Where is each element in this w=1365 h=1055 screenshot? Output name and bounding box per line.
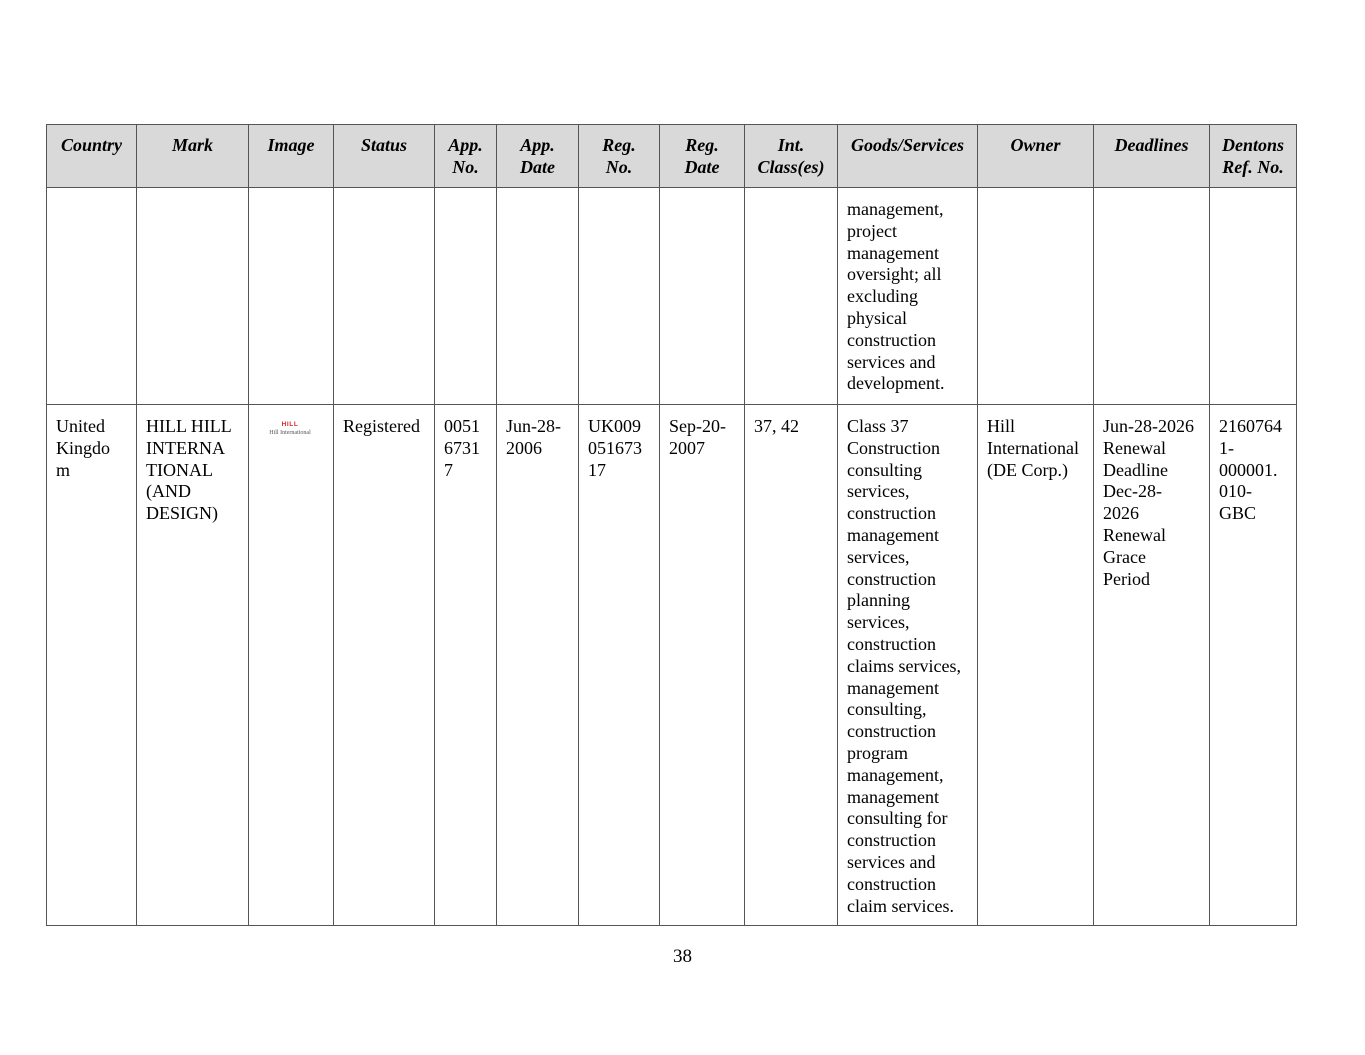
cell-empty — [137, 188, 249, 405]
table-header-row — [47, 125, 1297, 188]
cell-empty — [47, 188, 137, 405]
cell-empty — [579, 188, 660, 405]
cell-empty — [435, 188, 497, 405]
cell-app-date: Jun-28- 2006 — [497, 405, 579, 926]
header-dentons-ref-no: Dentons Ref. No. — [1210, 125, 1297, 188]
cell-empty — [978, 188, 1094, 405]
hill-international-logo — [259, 419, 321, 439]
cell-empty — [660, 188, 745, 405]
header-mark: Mark — [137, 125, 249, 188]
cell-status: Registered — [334, 405, 435, 926]
cell-empty — [1210, 188, 1297, 405]
cell-empty — [497, 188, 579, 405]
header-reg-date: Reg. Date — [660, 125, 745, 188]
cell-empty — [334, 188, 435, 405]
header-status: Status — [334, 125, 435, 188]
header-image: Image — [249, 125, 334, 188]
header-app-no: App. No. — [435, 125, 497, 188]
header-int-classes: Int. Class(es) — [745, 125, 838, 188]
table-row — [47, 405, 1297, 926]
cell-goods-services-continued: management, project management oversight; all excluding physical construction services and development. — [838, 188, 978, 405]
trademark-table — [46, 124, 1297, 926]
cell-goods-services: Class 37 Construction consulting services, construction management services, construction planning services, construction claims services, management consulting, construction program management, management consulting for construction services and construction claim services. — [838, 405, 978, 926]
cell-empty — [745, 188, 838, 405]
logo-text-bottom: Hill International — [269, 430, 311, 436]
header-owner: Owner — [978, 125, 1094, 188]
cell-country: United Kingdo m — [47, 405, 137, 926]
header-reg-no: Reg. No. — [579, 125, 660, 188]
cell-empty — [1094, 188, 1210, 405]
logo-text-top: HILL — [281, 421, 299, 428]
cell-app-no: 0051 6731 7 — [435, 405, 497, 926]
cell-reg-date: Sep-20- 2007 — [660, 405, 745, 926]
cell-int-classes: 37, 42 — [745, 405, 838, 926]
header-goods-services: Goods/Services — [838, 125, 978, 188]
cell-image — [249, 405, 334, 926]
cell-owner: Hill International (DE Corp.) — [978, 405, 1094, 926]
cell-deadlines: Jun-28-2026 Renewal Deadline Dec-28- 2026 Renewal Grace Period — [1094, 405, 1210, 926]
cell-mark: HILL HILL INTERNA TIONAL (AND DESIGN) — [137, 405, 249, 926]
header-deadlines: Deadlines — [1094, 125, 1210, 188]
cell-empty — [249, 188, 334, 405]
header-country: Country — [47, 125, 137, 188]
header-app-date: App. Date — [497, 125, 579, 188]
table-row-continued — [47, 188, 1297, 405]
cell-reg-no: UK009 051673 17 — [579, 405, 660, 926]
page-number: 38 — [673, 946, 692, 967]
cell-dentons-ref-no: 2160764 1- 000001. 010- GBC — [1210, 405, 1297, 926]
